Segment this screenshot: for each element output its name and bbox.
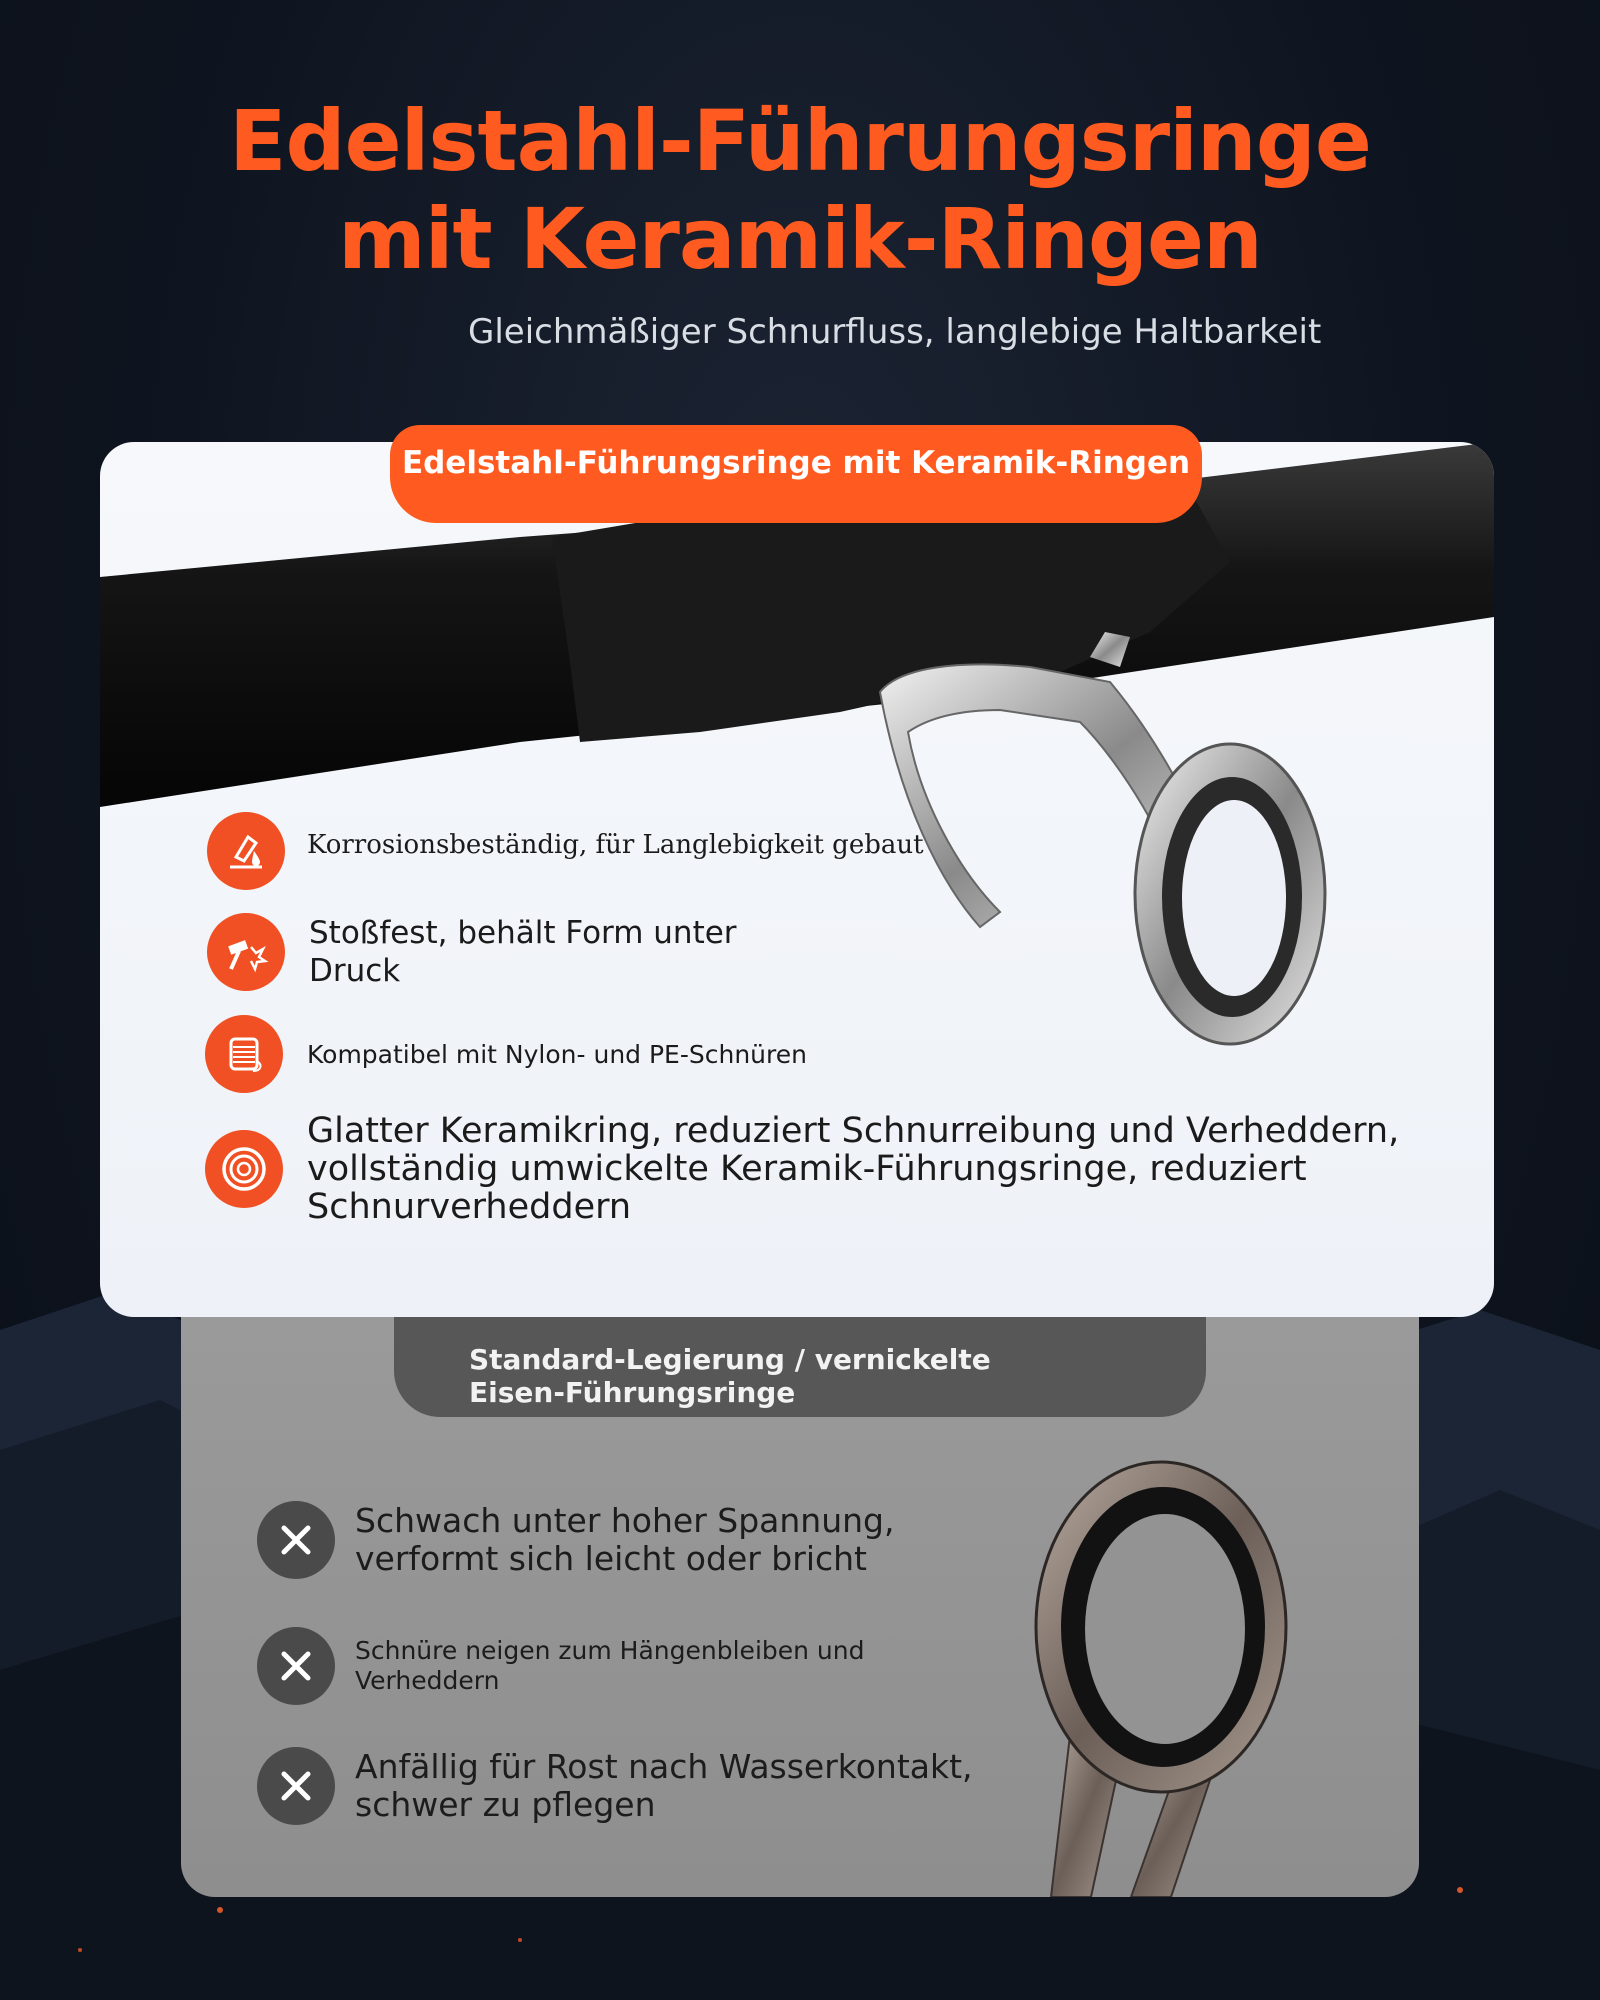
hammer-impact-icon <box>207 913 285 991</box>
feature-text: Korrosionsbeständig, für Langlebigkeit gebaut <box>307 830 924 860</box>
con-text-line1: Schnüre neigen zum Hängenbleiben und <box>355 1636 865 1665</box>
x-icon <box>257 1501 335 1579</box>
page-title-line1: Edelstahl-Führungsringe <box>229 92 1371 190</box>
con-text-line2: schwer zu pflegen <box>355 1785 656 1824</box>
page-subtitle: Gleichmäßiger Schnurfluss, langlebige Haltbarkeit <box>468 312 1322 352</box>
feature-item <box>207 913 769 991</box>
con-text-line1: Schwach unter hoher Spannung, <box>355 1501 895 1540</box>
standard-label-line1: Standard-Legierung / vernickelte <box>469 1343 991 1376</box>
line-spool-icon <box>205 1015 283 1093</box>
x-icon <box>257 1627 335 1705</box>
standard-label-line2: Eisen-Führungsringe <box>469 1376 796 1409</box>
x-icon <box>257 1747 335 1825</box>
con-item <box>257 1627 865 1705</box>
feature-item <box>207 812 924 890</box>
feature-item <box>205 1015 807 1093</box>
standard-label-pill <box>394 1317 1206 1417</box>
ring-target-icon <box>205 1130 283 1208</box>
con-text <box>355 1502 895 1578</box>
con-text-line1: Anfällig für Rost nach Wasserkontakt, <box>355 1747 973 1786</box>
premium-label-pill: Edelstahl-Führungsringe mit Keramik-Ringen <box>390 425 1202 523</box>
con-item <box>257 1501 895 1579</box>
page-title-line2: mit Keramik-Ringen <box>338 190 1262 288</box>
con-text <box>355 1636 865 1696</box>
con-text-line2: verformt sich leicht oder bricht <box>355 1539 867 1578</box>
water-drop-icon <box>207 812 285 890</box>
con-text <box>355 1748 973 1824</box>
con-text-line2: Verheddern <box>355 1666 500 1695</box>
feature-text: Kompatibel mit Nylon- und PE-Schnüren <box>307 1039 807 1069</box>
rusty-guide-ring-image <box>1011 1457 1311 1897</box>
con-item <box>257 1747 973 1825</box>
feature-text: Glatter Keramikring, reduziert Schnurreibung und Verheddern, vollständig umwickelte Keramik-Führungsringe, reduziert Schnurverheddern <box>307 1111 1400 1227</box>
feature-item <box>205 1112 1467 1226</box>
page-title <box>0 92 1600 288</box>
feature-text: Stoßfest, behält Form unter Druck <box>309 915 737 989</box>
